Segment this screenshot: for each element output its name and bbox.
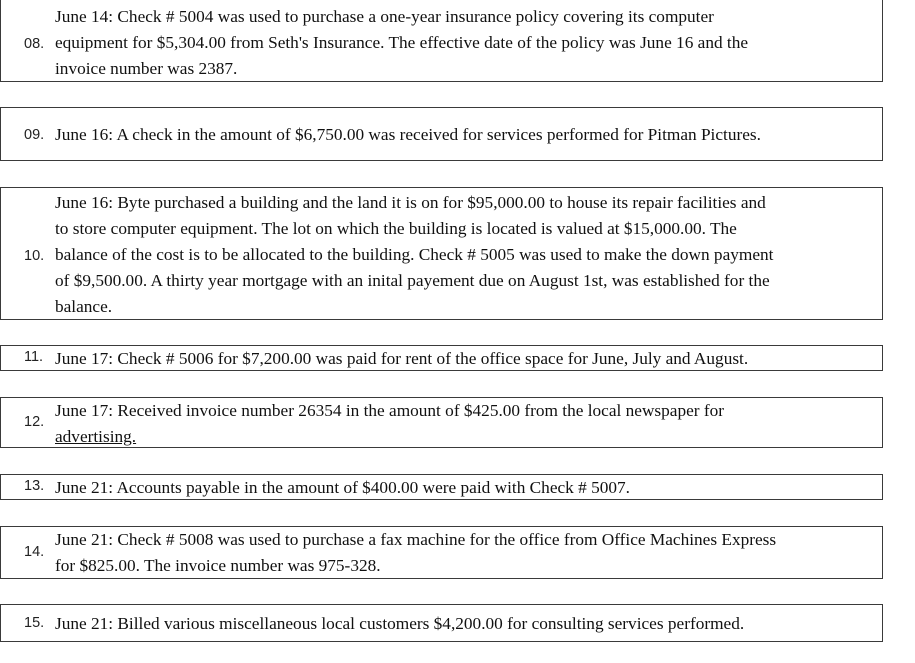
item-text — [55, 611, 878, 637]
text-line: invoice number was 2387. — [55, 59, 238, 78]
text-line: for $825.00. The invoice number was 975-328. — [55, 556, 381, 575]
transaction-box-11 — [0, 345, 883, 371]
item-text — [55, 527, 878, 579]
transaction-box-12 — [0, 397, 883, 448]
item-text — [55, 346, 878, 372]
text-line: June 17: Received invoice number 26354 in the amount of $425.00 from the local newspaper for — [55, 401, 724, 420]
item-number: 09. — [24, 127, 45, 143]
transaction-box-14 — [0, 526, 883, 579]
item-number: 15. — [24, 615, 45, 631]
item-text — [55, 475, 878, 501]
item-number: 10. — [24, 248, 45, 264]
item-text — [55, 122, 878, 148]
item-number: 13. — [24, 478, 45, 494]
text-line: June 21: Accounts payable in the amount of $400.00 were paid with Check # 5007. — [55, 478, 630, 497]
transaction-box-13 — [0, 474, 883, 500]
transaction-box-10 — [0, 187, 883, 320]
transaction-box-15 — [0, 604, 883, 642]
item-number: 11. — [24, 349, 44, 365]
text-line: to store computer equipment. The lot on which the building is located is valued at $15,000.00. The — [55, 219, 737, 238]
item-text — [55, 398, 878, 450]
text-line: June 16: Byte purchased a building and the land it is on for $95,000.00 to house its repair facilities and — [55, 193, 766, 212]
item-text — [55, 190, 878, 320]
item-number: 12. — [24, 414, 45, 430]
text-line: balance. — [55, 297, 113, 316]
item-number: 14. — [24, 544, 45, 560]
text-line: of $9,500.00. A thirty year mortgage with an inital payement due on August 1st, was established for the — [55, 271, 770, 290]
transaction-box-08 — [0, 0, 883, 82]
item-text — [55, 4, 878, 82]
text-line: June 16: A check in the amount of $6,750.00 was received for services performed for Pitman Pictures. — [55, 125, 761, 144]
transaction-box-09 — [0, 107, 883, 161]
text-line: advertising. — [55, 427, 137, 446]
text-line: June 17: Check # 5006 for $7,200.00 was paid for rent of the office space for June, July and August. — [55, 349, 749, 368]
item-number: 08. — [24, 36, 45, 52]
text-line: balance of the cost is to be allocated to the building. Check # 5005 was used to make the down payment — [55, 245, 774, 264]
text-line: June 21: Billed various miscellaneous local customers $4,200.00 for consulting services performed. — [55, 614, 745, 633]
text-line: equipment for $5,304.00 from Seth's Insurance. The effective date of the policy was June 16 and the — [55, 33, 749, 52]
text-line: June 21: Check # 5008 was used to purchase a fax machine for the office from Office Machines Express — [55, 530, 777, 549]
text-line: June 14: Check # 5004 was used to purchase a one-year insurance policy covering its computer — [55, 7, 714, 26]
